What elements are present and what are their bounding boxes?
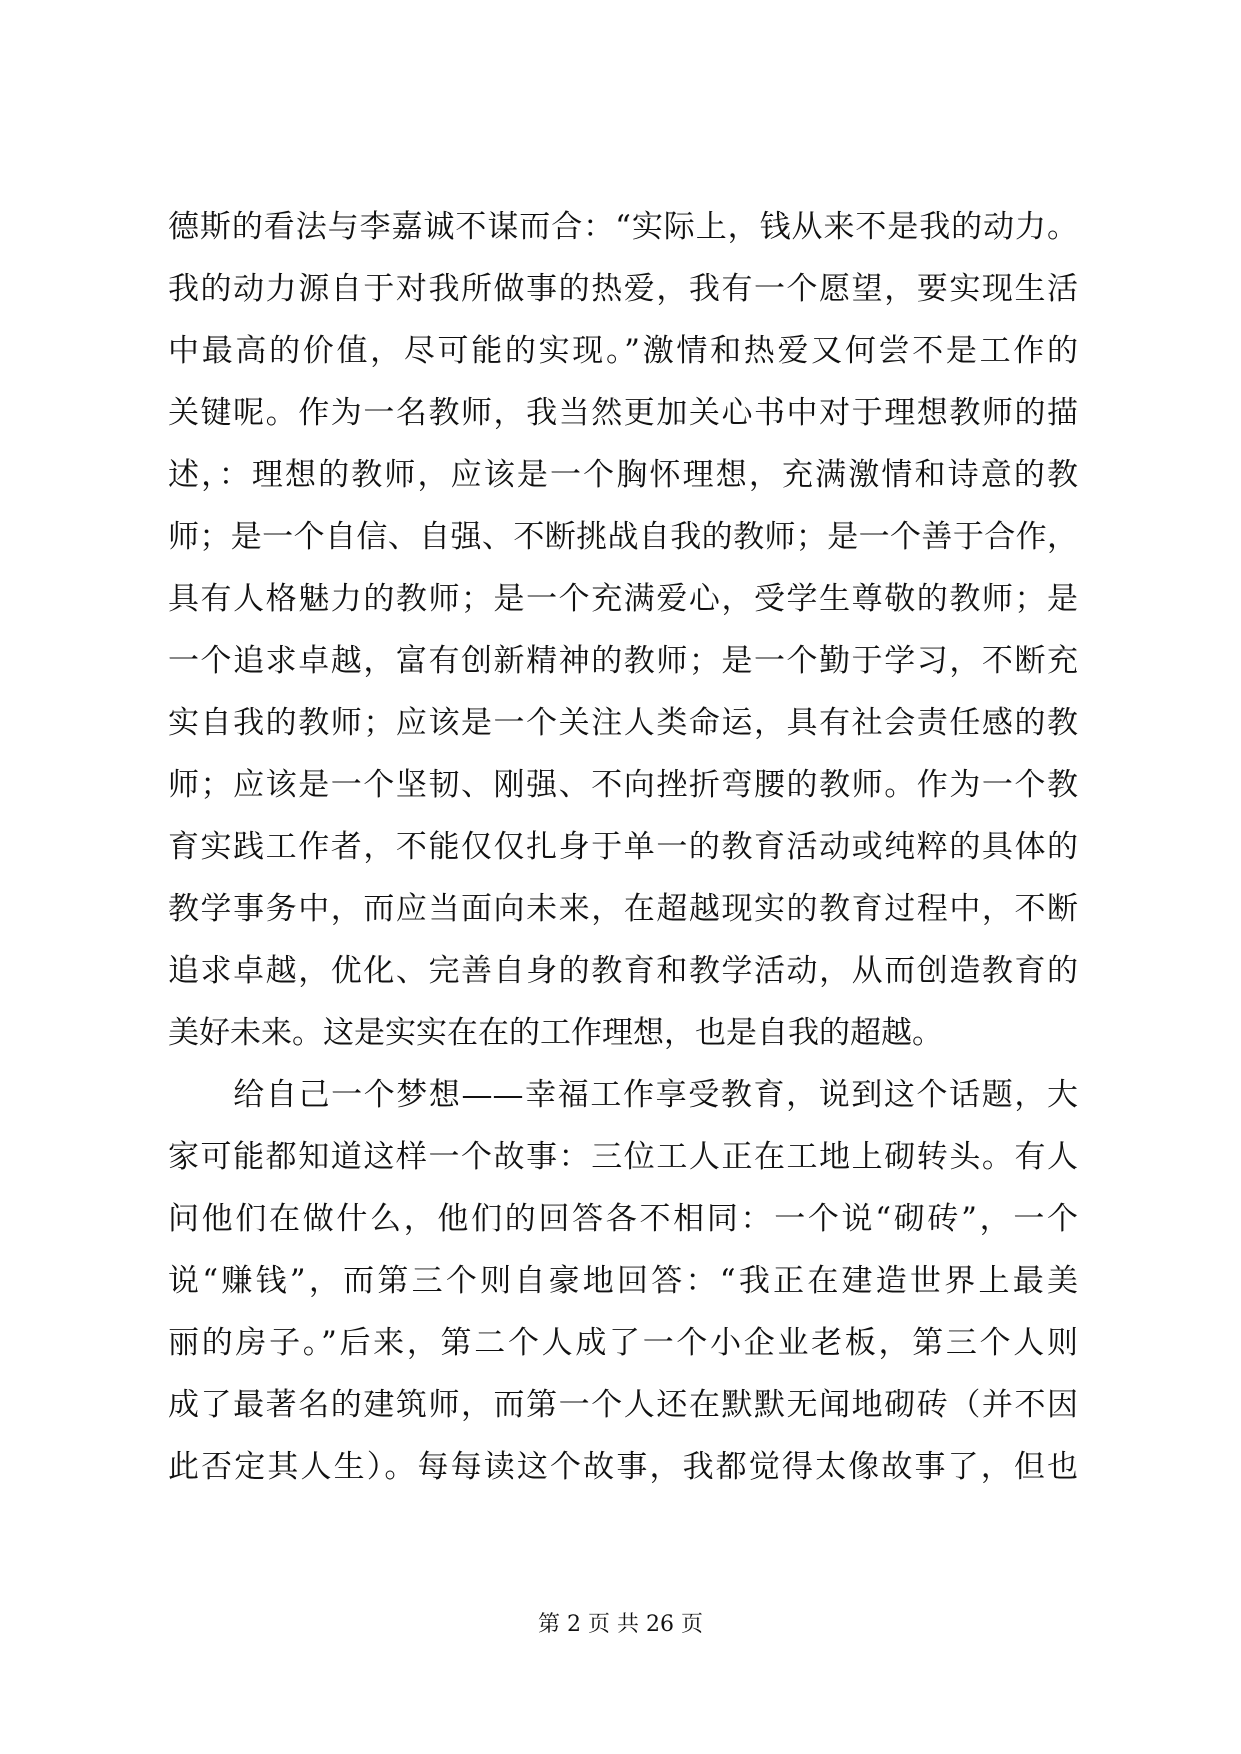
text-line: 我的动力源自于对我所做事的热爱，我有一个愿望，要实现生活 xyxy=(168,271,1078,307)
text-line: 中最高的价值，尽可能的实现。”激情和热爱又何尝不是工作的 xyxy=(168,333,1078,369)
text-line: 教学事务中，而应当面向未来，在超越现实的教育过程中，不断 xyxy=(168,891,1078,927)
text-line: 述，：理想的教师，应该是一个胸怀理想，充满激情和诗意的教 xyxy=(168,457,1078,493)
text-line: 成了最著名的建筑师，而第一个人还在默默无闻地砌砖（并不因 xyxy=(168,1387,1078,1423)
text-line: 一个追求卓越，富有创新精神的教师；是一个勤于学习，不断充 xyxy=(168,643,1078,679)
text-line: 丽的房子。”后来，第二个人成了一个小企业老板，第三个人则 xyxy=(168,1325,1078,1361)
text-line: 追求卓越，优化、完善自身的教育和教学活动，从而创造教育的 xyxy=(168,953,1078,989)
text-line: 具有人格魅力的教师；是一个充满爱心，受学生尊敬的教师；是 xyxy=(168,581,1078,617)
text-line: 育实践工作者，不能仅仅扎身于单一的教育活动或纯粹的具体的 xyxy=(168,829,1078,865)
text-line: 师；是一个自信、自强、不断挑战自我的教师；是一个善于合作， xyxy=(168,519,1078,555)
text-line: 师；应该是一个坚韧、刚强、不向挫折弯腰的教师。作为一个教 xyxy=(168,767,1078,803)
text-line: 实自我的教师；应该是一个关注人类命运，具有社会责任感的教 xyxy=(168,705,1078,741)
text-line: 说“赚钱”，而第三个则自豪地回答：“我正在建造世界上最美 xyxy=(168,1263,1078,1299)
body-text xyxy=(168,196,1078,1498)
text-line: 德斯的看法与李嘉诚不谋而合：“实际上，钱从来不是我的动力。 xyxy=(168,209,1078,245)
text-line: 此否定其人生）。每每读这个故事，我都觉得太像故事了，但也 xyxy=(168,1449,1078,1485)
text-line: 问他们在做什么，他们的回答各不相同：一个说“砌砖”，一个 xyxy=(168,1201,1078,1237)
text-line: 关键呢。作为一名教师，我当然更加关心书中对于理想教师的描 xyxy=(168,395,1078,431)
text-line: 家可能都知道这样一个故事：三位工人正在工地上砌转头。有人 xyxy=(168,1139,1078,1175)
text-line: 给自己一个梦想——幸福工作享受教育，说到这个话题，大 xyxy=(168,1077,1078,1113)
page-footer: 第 2 页 共 26 页 xyxy=(538,1612,703,1637)
text-line: 美好未来。这是实实在在的工作理想，也是自我的超越。 xyxy=(168,1015,943,1051)
